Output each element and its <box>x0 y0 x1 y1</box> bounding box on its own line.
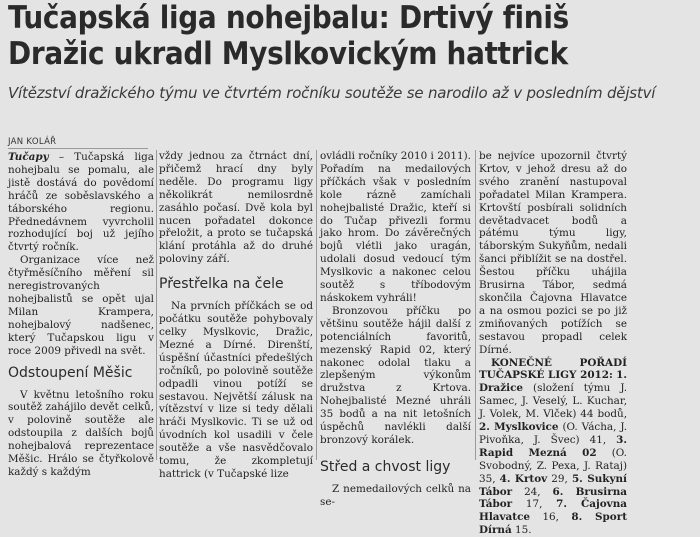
results-heading: KONEČNÉ POŘADÍ TUČAPSKÉ LIGY 2012: <box>479 357 627 382</box>
paragraph-7: Bronzovou příčku po většinu soutěže hájil další z potenciálních favoritů, mezenský Rapid 02, který nakonec odolal tlaku a zlepšeným výkonům družstva z Krtova. Nohejbalisté Mezné uhráli 35 bodů a na nit letošních úspěchů navlékli další bronzový korálek. <box>320 305 471 447</box>
headline <box>8 0 698 72</box>
paragraph-1: Tučapy – Tučapská liga nohejbalu se pomalu, ale jistě dostává do povědomí hráčů ze soběslavského a táborského regionu. Přednedávnem vyvrcholil rozhodující boj už jejího čtvrtý ročník. <box>8 151 154 254</box>
headline-line-1: Tučapská liga nohejbalu: Drtivý finiš <box>8 0 698 36</box>
headline-line-2: Dražic ukradl Myslkovickým hattrick <box>8 36 698 72</box>
column-divider-3 <box>475 150 476 460</box>
paragraph-5: Na prvních příčkách se od počátku soutěže pohybovaly celky Myslkovic, Dražic, Mezné a Dírné. Direnští, úspěšní účastníci předešlých ročníků, po polovině soutěže odpadli vinou potíží se sestavou. Největší zálusk na vítězství v lize si tedy dělali hráči Myslkovic. Ti se už od úvodních kol usadili v čele soutěže a vše nasvědčovalo tomu, že zkompletují hattrick (v Tučapské lize <box>159 300 313 481</box>
paragraph-8: Z nemedailových celků na se- <box>320 483 471 509</box>
results-paragraph: KONEČNÉ POŘADÍ TUČAPSKÉ LIGY 2012: 1. Dražice (složení týmu J. Samec, J. Veselý, L. Kuchar, J. Volek, M. Vlček) 44 bodů, 2. Myslkovice (O. Vácha, J. Pivoňka, J. Švec) 41, 3. Rapid Mezná 02 (O. Svobodný, Z. Pexa, J. Rataj) 35, 4. Krtov 29, 5. Sukyní Tábor 24, 6. Brusirna Tábor 17, 7. Čajovna Hlavatce 16, 8. Sport Dírná 15. <box>479 357 627 537</box>
paragraph-4: vždy jednou za čtrnáct dní, přičemž hrací dny byly neděle. Do programu ligy několikrát nemilosrdně zasáhlo počasí. Dvě kola byl nucen pořadatel dokonce přeložit, a proto se tučapská klání protáhla až do druhé poloviny září. <box>159 150 313 266</box>
paragraph-6: ovládli ročníky 2010 i 2011). Pořadím na medailových příčkách však v posledním kole rázně zamíchali nohejbalisté Dražic, kteří si do Tučap přivezli formu jako hrom. Do závěrečných bojů vlétli jako uragán, udolali dosud vedoucí tým Myslkovic a nakonec celou soutěž s tříbodovým náskokem vyhráli! <box>320 150 471 305</box>
column-divider-1 <box>156 150 157 460</box>
subheading-odstoupeni: Odstoupení Měšic <box>8 365 154 381</box>
byline-rule <box>8 148 148 149</box>
column-3 <box>320 150 471 509</box>
subheading-stred: Střed a chvost ligy <box>320 459 471 475</box>
paragraph-9: be nejvíce upozornil čtvrtý Krtov, v jehož dresu až do svého zranění nastupoval pořadatel Milan Krampera. Krtovští posbírali solidních devětadvacet bodů a pátému týmu ligy, táborským Sukyňům, nedali šanci přiblížit se na dostřel. Šestou příčku uhájila Brusirna Tábor, sedmá skončila Čajovna Hlavatce a na osmou pozici se po již zmiňovaných potížích se sestavou propadl celek Dírné. <box>479 150 627 357</box>
paragraph-2: Organizace více než čtyřměsíčního měření sil neregistrovaných nohejbalistů se opět ujal Milan Krampera, nohejbalový nadšenec, který Tučapskou ligu v roce 2009 přivedl na svět. <box>8 254 154 357</box>
author-byline: JAN KOLÁŘ <box>8 137 56 147</box>
dateline: Tučapy <box>8 151 49 163</box>
paragraph-3: V květnu letošního roku soutěž zahájilo devět celků, v polovině soutěže ale odstoupila z dalších bojů nohejbalová reprezentace Měšic. Hrálo se čtyřkolově každý s každým <box>8 389 154 479</box>
column-2 <box>159 150 313 481</box>
column-divider-2 <box>316 150 317 460</box>
subheading-prestrelka: Přestřelka na čele <box>159 276 313 292</box>
column-1 <box>8 151 154 479</box>
column-4 <box>479 150 627 537</box>
subtitle: Vítězství dražického týmu ve čtvrtém ročníku soutěže se narodilo až v posledním dějství <box>8 84 698 102</box>
